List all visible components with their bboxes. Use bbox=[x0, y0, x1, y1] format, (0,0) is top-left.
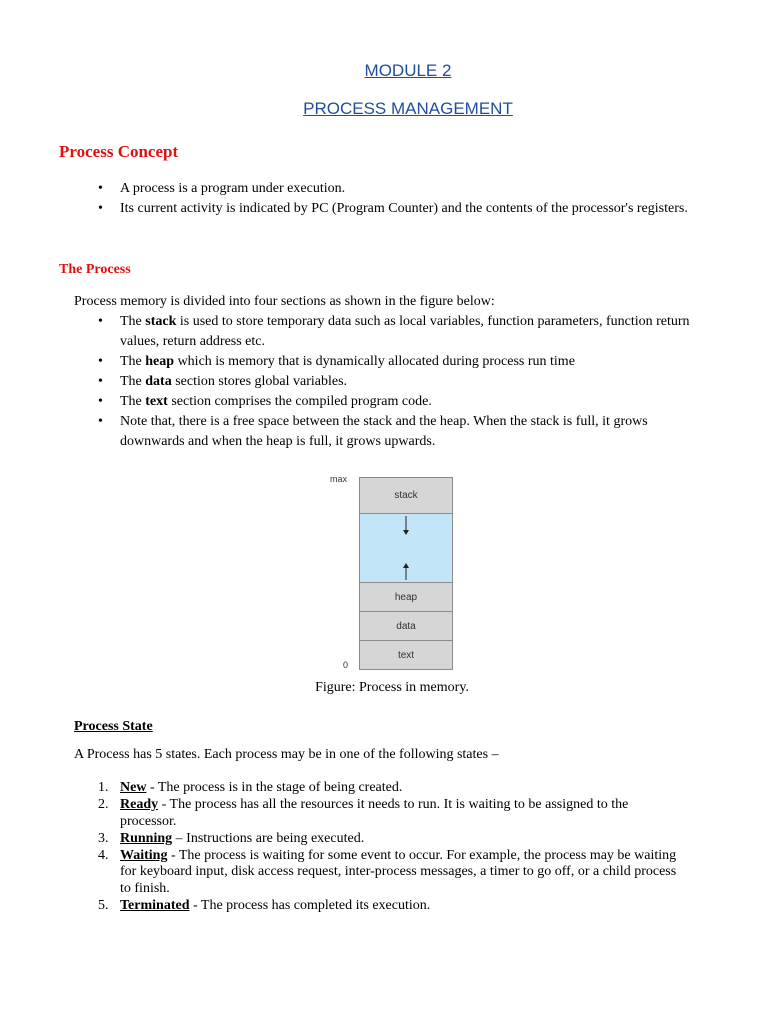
item-number: 2. bbox=[98, 797, 109, 812]
the-process-heading: The Process bbox=[59, 262, 131, 277]
bullet-text: The bbox=[120, 314, 146, 329]
bullet-keyword: heap bbox=[145, 354, 175, 369]
bullet-text: A process is a program under execution. bbox=[120, 181, 346, 196]
state-term: Ready bbox=[120, 797, 159, 812]
item-number: 1. bbox=[98, 780, 109, 795]
item-number: 4. bbox=[98, 847, 109, 863]
state-desc: - The process has completed its execution. bbox=[189, 897, 431, 913]
list-item bbox=[98, 392, 710, 412]
process-concept-heading: Process Concept bbox=[59, 142, 179, 161]
list-item bbox=[98, 372, 710, 392]
state-term: Terminated bbox=[120, 897, 190, 913]
list-item bbox=[98, 897, 680, 915]
process-state-list bbox=[98, 780, 680, 915]
list-item bbox=[98, 179, 710, 199]
stack-segment: stack bbox=[359, 477, 453, 514]
heap-segment: heap bbox=[359, 582, 453, 612]
list-item bbox=[98, 830, 680, 848]
grow-arrows-icon bbox=[360, 514, 452, 582]
bullet-icon: • bbox=[98, 314, 103, 329]
bullet-text: which is memory that is dynamically allocated during process run time bbox=[174, 354, 575, 369]
text-segment: text bbox=[359, 640, 453, 670]
bullet-text: The bbox=[120, 374, 146, 389]
bullet-text: The bbox=[120, 354, 146, 369]
list-item bbox=[98, 412, 710, 452]
state-desc: – Instructions are being executed. bbox=[172, 830, 365, 846]
bullet-icon: • bbox=[98, 394, 103, 409]
list-item bbox=[98, 780, 680, 797]
free-space-segment bbox=[359, 513, 453, 583]
bullet-text: is used to store temporary data such as local variables, function parameters, function return values, return address etc. bbox=[120, 314, 690, 349]
state-desc: - The process is waiting for some event to occur. For example, the process may be waiting for keyboard input, disk access request, inter-process messages, a timer to go off, or a child process to finish. bbox=[120, 847, 677, 896]
bullet-icon: • bbox=[98, 201, 103, 216]
list-item bbox=[98, 312, 710, 352]
state-term: Waiting bbox=[120, 847, 168, 863]
concept-bullet-list bbox=[98, 179, 710, 219]
bullet-keyword: stack bbox=[145, 314, 177, 329]
bullet-icon: • bbox=[98, 414, 103, 429]
bullet-text: The bbox=[120, 394, 146, 409]
process-state-intro: A Process has 5 states. Each process may be in one of the following states – bbox=[74, 747, 499, 762]
module-heading: MODULE 2 bbox=[364, 61, 452, 80]
process-intro: Process memory is divided into four sections as shown in the figure below: bbox=[74, 294, 495, 309]
bullet-text: section comprises the compiled program code. bbox=[167, 394, 432, 409]
bullet-icon: • bbox=[98, 374, 103, 389]
state-desc: - The process is in the stage of being created. bbox=[146, 780, 403, 795]
subject-heading: PROCESS MANAGEMENT bbox=[303, 99, 513, 118]
state-desc: - The process has all the resources it needs to run. It is waiting to be assigned to the processor. bbox=[120, 797, 629, 829]
bullet-text: Its current activity is indicated by PC (Program Counter) and the contents of the processor's registers. bbox=[120, 201, 688, 216]
list-item bbox=[98, 199, 710, 219]
data-segment: data bbox=[359, 611, 453, 641]
figure-caption: Figure: Process in memory. bbox=[315, 680, 469, 695]
item-number: 5. bbox=[98, 897, 109, 913]
process-bullet-list bbox=[98, 312, 710, 452]
process-state-heading: Process State bbox=[74, 719, 153, 734]
max-label: max bbox=[330, 474, 348, 484]
bullet-text: section stores global variables. bbox=[171, 374, 348, 389]
list-item bbox=[98, 797, 680, 830]
bullet-keyword: data bbox=[145, 374, 172, 389]
bullet-keyword: text bbox=[145, 394, 168, 409]
process-memory-figure bbox=[328, 474, 468, 674]
list-item bbox=[98, 352, 710, 372]
zero-label: 0 bbox=[343, 660, 349, 670]
bullet-text: Note that, there is a free space between the stack and the heap. When the stack is full, it grows downwards and when the heap is full, it grows upwards. bbox=[120, 414, 648, 449]
state-term: New bbox=[120, 780, 147, 795]
bullet-icon: • bbox=[98, 181, 103, 196]
item-number: 3. bbox=[98, 830, 109, 846]
bullet-icon: • bbox=[98, 354, 103, 369]
state-term: Running bbox=[120, 830, 173, 846]
list-item bbox=[98, 847, 680, 898]
